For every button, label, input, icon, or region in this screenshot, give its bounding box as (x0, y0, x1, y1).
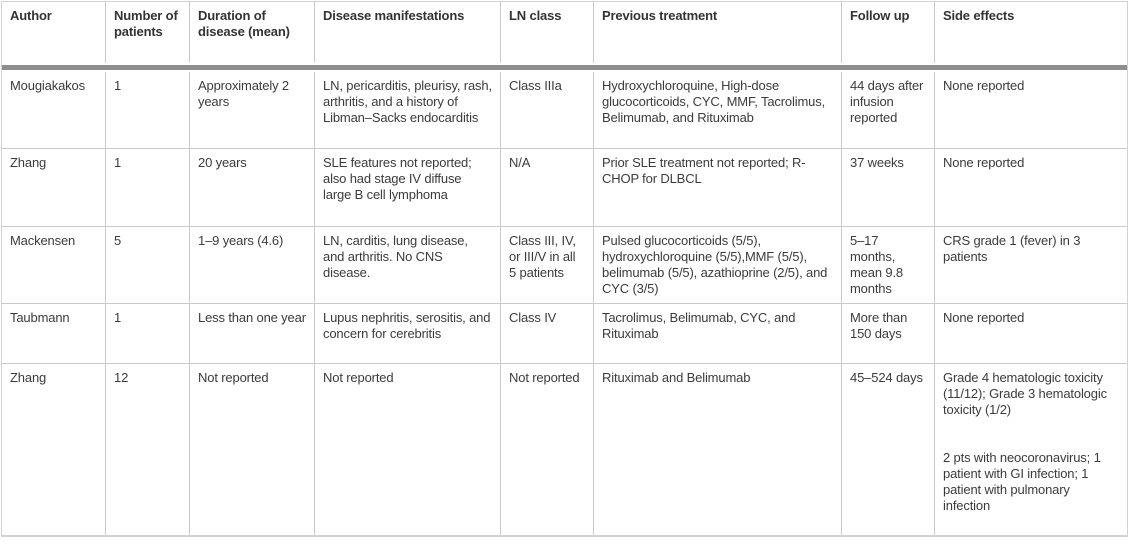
cell-manifestations: Lupus nephritis, serositis, and concern for cerebritis (315, 304, 501, 363)
cell-treatment: Hydroxychloroquine, High-dose glucocorticoids, CYC, MMF, Tacrolimus, Belimumab, and Rituximab (594, 72, 842, 148)
cell-author: Zhang (2, 364, 106, 535)
cell-duration: Not reported (190, 364, 315, 535)
table-header (2, 2, 1127, 63)
cell-treatment: Prior SLE treatment not reported; R-CHOP for DLBCL (594, 149, 842, 226)
header-row (2, 2, 1127, 63)
side-effects-paragraph-2: 2 pts with neocoronavirus; 1 patient with GI infection; 1 patient with pulmonary infection (943, 450, 1101, 513)
cell-follow-up: 45–524 days (842, 364, 935, 535)
cell-follow-up: More than 150 days (842, 304, 935, 363)
header-separator-rule (2, 65, 1127, 70)
cell-duration: 1–9 years (4.6) (190, 227, 315, 303)
cell-manifestations: SLE features not reported; also had stage IV diffuse large B cell lymphoma (315, 149, 501, 226)
cell-author: Mackensen (2, 227, 106, 303)
cell-patients: 1 (106, 149, 190, 226)
cell-patients: 1 (106, 72, 190, 148)
cell-author: Mougiakakos (2, 72, 106, 148)
cell-ln-class: Class III, IV, or III/V in all 5 patients (501, 227, 594, 303)
cell-follow-up: 37 weeks (842, 149, 935, 226)
cell-ln-class: Class IIIa (501, 72, 594, 148)
header-side-effects: Side effects (943, 8, 1015, 23)
header-duration-of-disease: Duration of disease (mean) (190, 2, 315, 63)
cell-manifestations: LN, pericarditis, pleurisy, rash, arthritis, and a history of Libman–Sacks endocarditis (315, 72, 501, 148)
cell-ln-class: Not reported (501, 364, 594, 535)
header-disease-manifestations: Disease manifestations (315, 2, 501, 63)
cell-ln-class: Class IV (501, 304, 594, 363)
cell-ln-class: N/A (501, 149, 594, 226)
cell-side-effects: None reported (943, 310, 1025, 325)
cell-follow-up: 44 days after infusion reported (842, 72, 935, 148)
cell-treatment: Tacrolimus, Belimumab, CYC, and Rituximab (594, 304, 842, 363)
cell-author: Zhang (2, 149, 106, 226)
cell-patients: 12 (106, 364, 190, 535)
table-row (2, 226, 1127, 303)
table-body (2, 72, 1127, 535)
cell-author: Taubmann (2, 304, 106, 363)
table-row (2, 148, 1127, 226)
table-row (2, 303, 1127, 363)
case-series-table (1, 1, 1128, 537)
cell-treatment: Pulsed glucocorticoids (5/5), hydroxychloroquine (5/5),MMF (5/5), belimumab (5/5), azathioprine (2/5), and CYC (3/5) (594, 227, 842, 303)
cell-treatment: Rituximab and Belimumab (594, 364, 842, 535)
cell-side-effects (935, 364, 1127, 535)
cell-duration: 20 years (190, 149, 315, 226)
cell-patients: 5 (106, 227, 190, 303)
table-row (2, 72, 1127, 148)
cell-side-effects: None reported (943, 78, 1025, 93)
cell-follow-up: 5–17 months, mean 9.8 months (842, 227, 935, 303)
table-row (2, 363, 1127, 535)
cell-side-effects: CRS grade 1 (fever) in 3 patients (943, 233, 1081, 264)
cell-manifestations: Not reported (315, 364, 501, 535)
side-effects-paragraph-1: Grade 4 hematologic toxicity (11/12); Grade 3 hematologic toxicity (1/2) (943, 370, 1107, 417)
header-follow-up: Follow up (842, 2, 935, 63)
cell-duration: Approximately 2 years (190, 72, 315, 148)
header-author: Author (2, 2, 106, 63)
cell-duration: Less than one year (190, 304, 315, 363)
header-ln-class: LN class (501, 2, 594, 63)
cell-patients: 1 (106, 304, 190, 363)
header-previous-treatment: Previous treatment (594, 2, 842, 63)
cell-side-effects: None reported (943, 155, 1025, 170)
header-number-of-patients: Number of patients (106, 2, 190, 63)
cell-manifestations: LN, carditis, lung disease, and arthritis. No CNS disease. (315, 227, 501, 303)
